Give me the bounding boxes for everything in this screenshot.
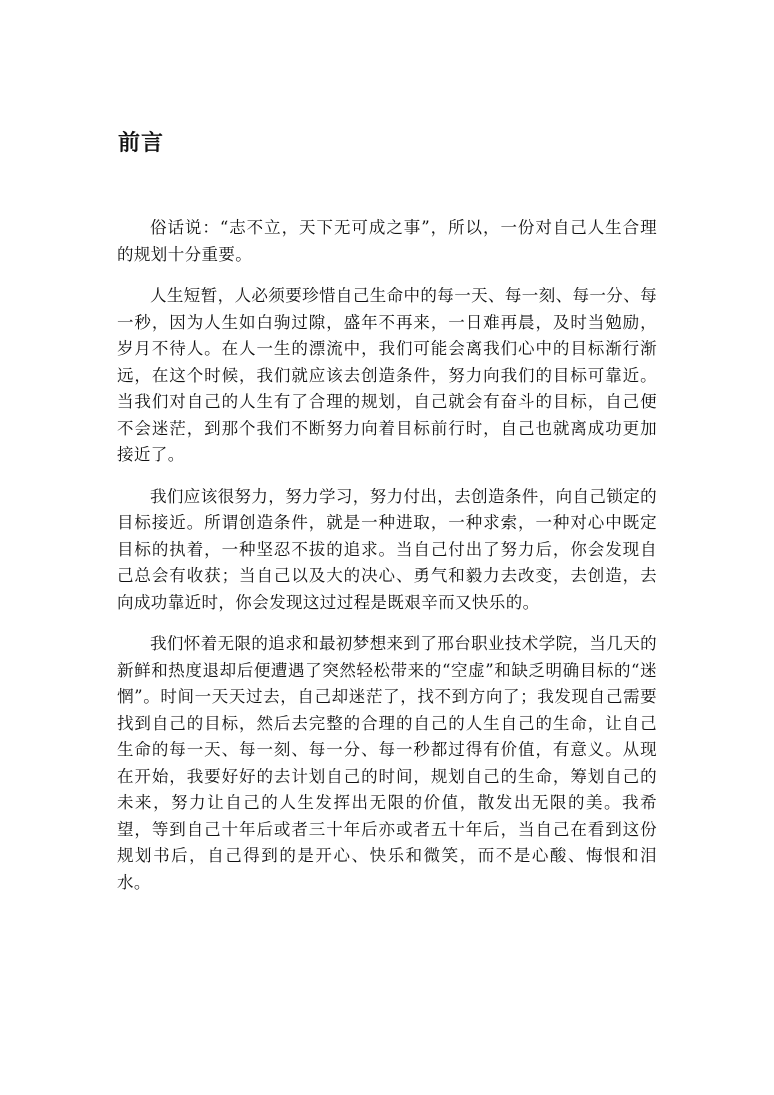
paragraph-1: 俗话说：“志不立，天下无可成之事”，所以，一份对自己人生合理的规划十分重要。 xyxy=(117,218,657,264)
paragraph-2: 人生短暂，人必须要珍惜自己生命中的每一天、每一刻、每一分、每一秒，因为人生如白驹过隙，盛年不再来，一日难再晨，及时当勉励，岁月不待人。在人一生的漂流中，我们可能会离我们心中的目标渐行渐远，在这个时候，我们就应该去创造条件，努力向我们的目标可靠近。当我们对自己的人生有了合理的规划，自己就会有奋斗的目标，自己便不会迷茫，到那个我们不断努力向着目标前行时，自己也就离成功更加接近了。 xyxy=(117,286,657,464)
paragraph-3: 我们应该很努力，努力学习，努力付出，去创造条件，向自己锁定的目标接近。所谓创造条件，就是一种进取，一种求索，一种对心中既定目标的执着，一种坚忍不拔的追求。当自己付出了努力后，你会发现自己总会有收获；当自己以及大的决心、勇气和毅力去改变，去创造，去向成功靠近时，你会发现这过过程是既艰辛而又快乐的。 xyxy=(117,486,657,612)
body-text xyxy=(117,215,657,911)
paragraph-4: 我们怀着无限的追求和最初梦想来到了邢台职业技术学院，当几天的新鲜和热度退却后便遭遇了突然轻松带来的“空虚”和缺乏明确目标的“迷惘”。时间一天天过去，自己却迷茫了，找不到方向了；我发现自己需要找到自己的目标，然后去完整的合理的自己的人生自己的生命，让自己生命的每一天、每一刻、每一分、每一秒都过得有价值，有意义。从现在开始，我要好好的去计划自己的时间，规划自己的生命，筹划自己的未来，努力让自己的人生发挥出无限的价值，散发出无限的美。我希望，等到自己十年后或者三十年后亦或者五十年后，当自己在看到这份规划书后，自己得到的是开心、快乐和微笑，而不是心酸、悔恨和泪水。 xyxy=(117,634,657,892)
page-title: 前言 xyxy=(118,131,165,156)
